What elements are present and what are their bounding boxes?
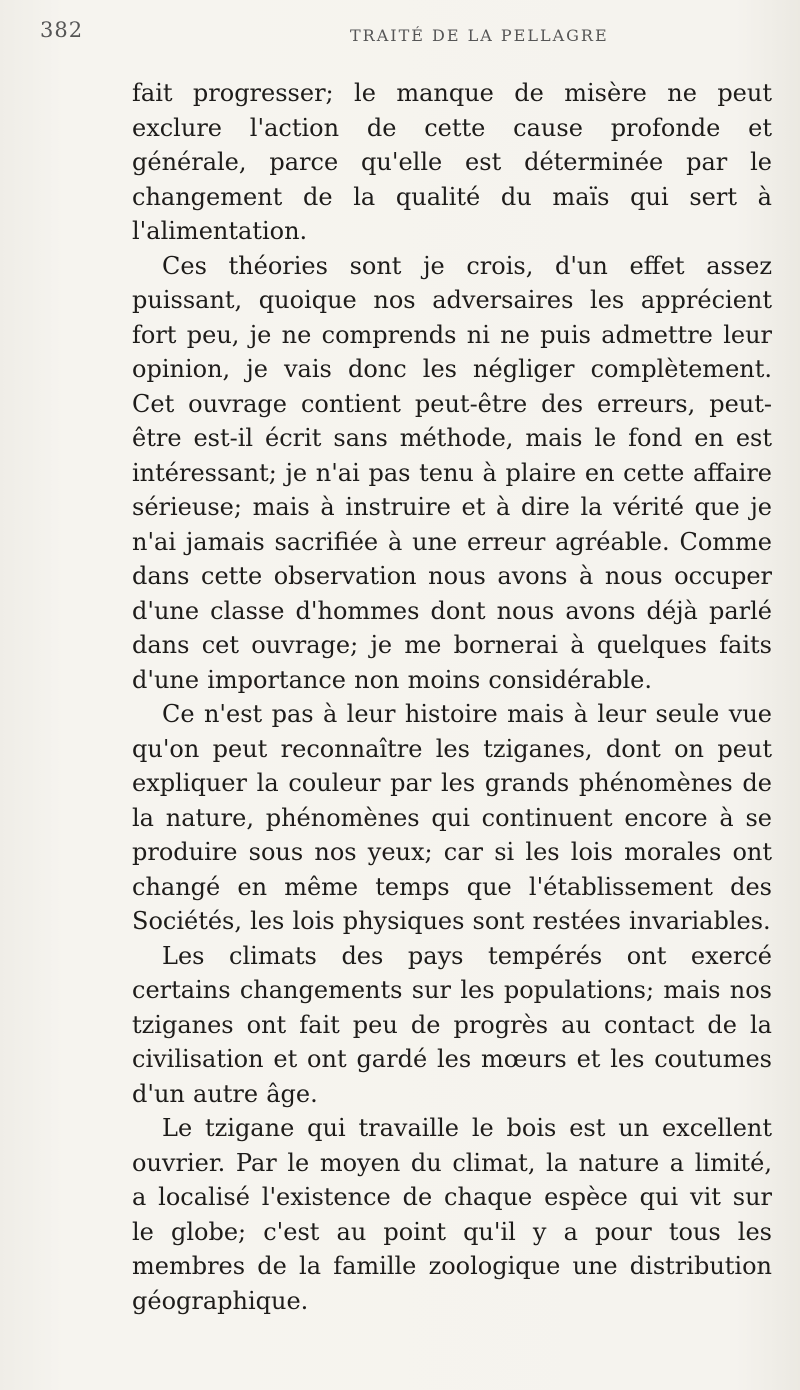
paragraph-theories: Ces théories sont je crois, d'un effet assez puissant, quoique nos adversaires les apprécient fort peu, je ne comprends ni ne puis admettre leur opinion, je vais donc les négliger complètement. Cet ouvrage contient peut-être des erreurs, peut-être est-il écrit sans méthode, mais le fond en est intéressant; je n'ai pas tenu à plaire en cette affaire sérieuse; mais à instruire et à dire la vérité que je n'ai jamais sacrifiée à une erreur agréable. Comme dans cette observation nous avons à nous occuper d'une classe d'hommes dont nous avons déjà parlé dans cet ouvrage; je me bornerai à quelques faits d'une importance non moins considérable. [132,251,772,694]
page-header [0,14,800,54]
paragraph-tzigane-bois: Le tzigane qui travaille le bois est un excellent ouvrier. Par le moyen du climat, la nature a limité, a localisé l'existence de chaque espèce qui vit sur le globe; c'est au point qu'il y a pour tous les membres de la famille zoologique une distribution géographique. [132,1114,772,1315]
running-title: TRAITÉ DE LA PELLAGRE [350,26,609,45]
text-body [132,76,772,1318]
paragraph-continuation: fait progresser; le manque de misère ne peut exclure l'action de cette cause profonde et générale, parce qu'elle est déterminée par le changement de la qualité du maïs qui sert à l'alimentation. [132,79,772,245]
paragraph-climats: Les climats des pays tempérés ont exercé certains changements sur les populations; mais nos tziganes ont fait peu de progrès au contact de la civilisation et ont gardé les mœurs et les coutumes d'un autre âge. [132,941,772,1108]
page-number: 382 [40,18,84,42]
paragraph-tziganes-vue: Ce n'est pas à leur histoire mais à leur seule vue qu'on peut reconnaître les tziganes, dont on peut expliquer la couleur par les grands phénomènes de la nature, phénomènes qui continuent encore à se produire sous nos yeux; car si les lois morales ont changé en même temps que l'établissement des Sociétés, les lois physiques sont restées invariables. [132,700,772,935]
